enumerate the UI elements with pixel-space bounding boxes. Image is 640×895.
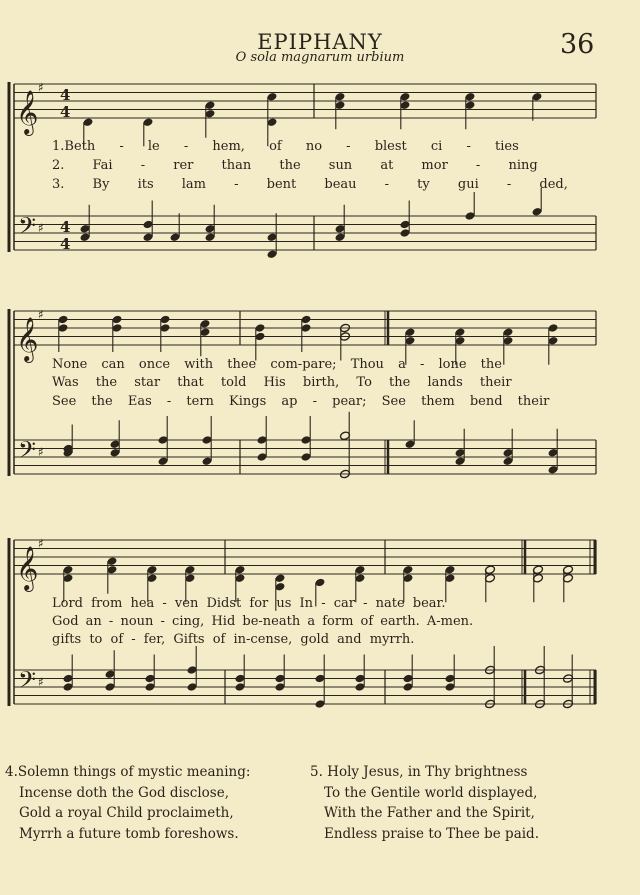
verse-5-line: With the Father and the Spirit, — [324, 805, 535, 821]
treble-clef: 𝄞 — [16, 90, 39, 134]
sharp-sign: ♯ — [38, 80, 44, 95]
verse-4 — [5, 762, 250, 844]
bass-clef: 𝄢 — [18, 212, 37, 246]
tune-name: O sola magnarum urbium — [235, 50, 405, 65]
bass-clef: 𝄢 — [18, 666, 37, 700]
lyric-line-1-1: 1.Beth - le - hem, of no - blest ci - ties — [52, 139, 519, 154]
verse-4-line: Gold a royal Child proclaimeth, — [19, 805, 234, 821]
sharp-sign: ♯ — [38, 536, 44, 551]
verse-5 — [310, 762, 539, 844]
lyric-line-2-2: Was the star that told His birth, To the lands their — [52, 375, 512, 390]
time-signature: 4 — [60, 235, 71, 253]
treble-clef: 𝄞 — [16, 546, 39, 590]
time-signature: 4 — [60, 218, 71, 236]
treble-clef: 𝄞 — [16, 317, 39, 361]
hymn-title: EPIPHANY — [257, 30, 383, 54]
sharp-sign: ♯ — [38, 220, 44, 235]
lyric-line-3-3: gifts to of - fer, Gifts of in-cense, gold and myrrh. — [52, 632, 415, 647]
lyric-line-2-1: None can once with thee com-pare; Thou a - lone the — [52, 357, 502, 372]
sharp-sign: ♯ — [38, 674, 44, 689]
verse-5-line: To the Gentile world displayed, — [324, 784, 538, 801]
lyric-line-1-2: 2. Fai - rer than the sun at mor - ning — [52, 158, 538, 173]
verse-5-line: Endless praise to Thee be paid. — [324, 825, 539, 842]
verse-4-line: 4.Solemn things of mystic meaning: — [5, 764, 251, 780]
lyric-line-3-2: God an - noun - cing, Hid be-neath a form of earth. A-men. — [52, 614, 474, 629]
lyric-line-2-3: See the Eas - tern Kings ap - pear; See them bend their — [52, 394, 550, 409]
lyric-line-1-3: 3. By its lam - bent beau - ty gui - ded, — [52, 177, 568, 192]
bass-clef: 𝄢 — [18, 436, 37, 470]
verse-4-line: Incense doth the God disclose, — [19, 784, 230, 801]
verse-4-line: Myrrh a future tomb foreshows. — [19, 825, 239, 842]
verse-5-line: 5. Holy Jesus, in Thy brightness — [310, 764, 528, 780]
time-signature: 4 — [60, 86, 71, 104]
sharp-sign: ♯ — [38, 307, 44, 322]
page-number: 36 — [560, 29, 595, 60]
sharp-sign: ♯ — [38, 444, 44, 459]
lyric-line-3-1: Lord from hea - ven Didst for us In - car - nate bear. — [52, 596, 446, 611]
time-signature: 4 — [60, 103, 71, 121]
